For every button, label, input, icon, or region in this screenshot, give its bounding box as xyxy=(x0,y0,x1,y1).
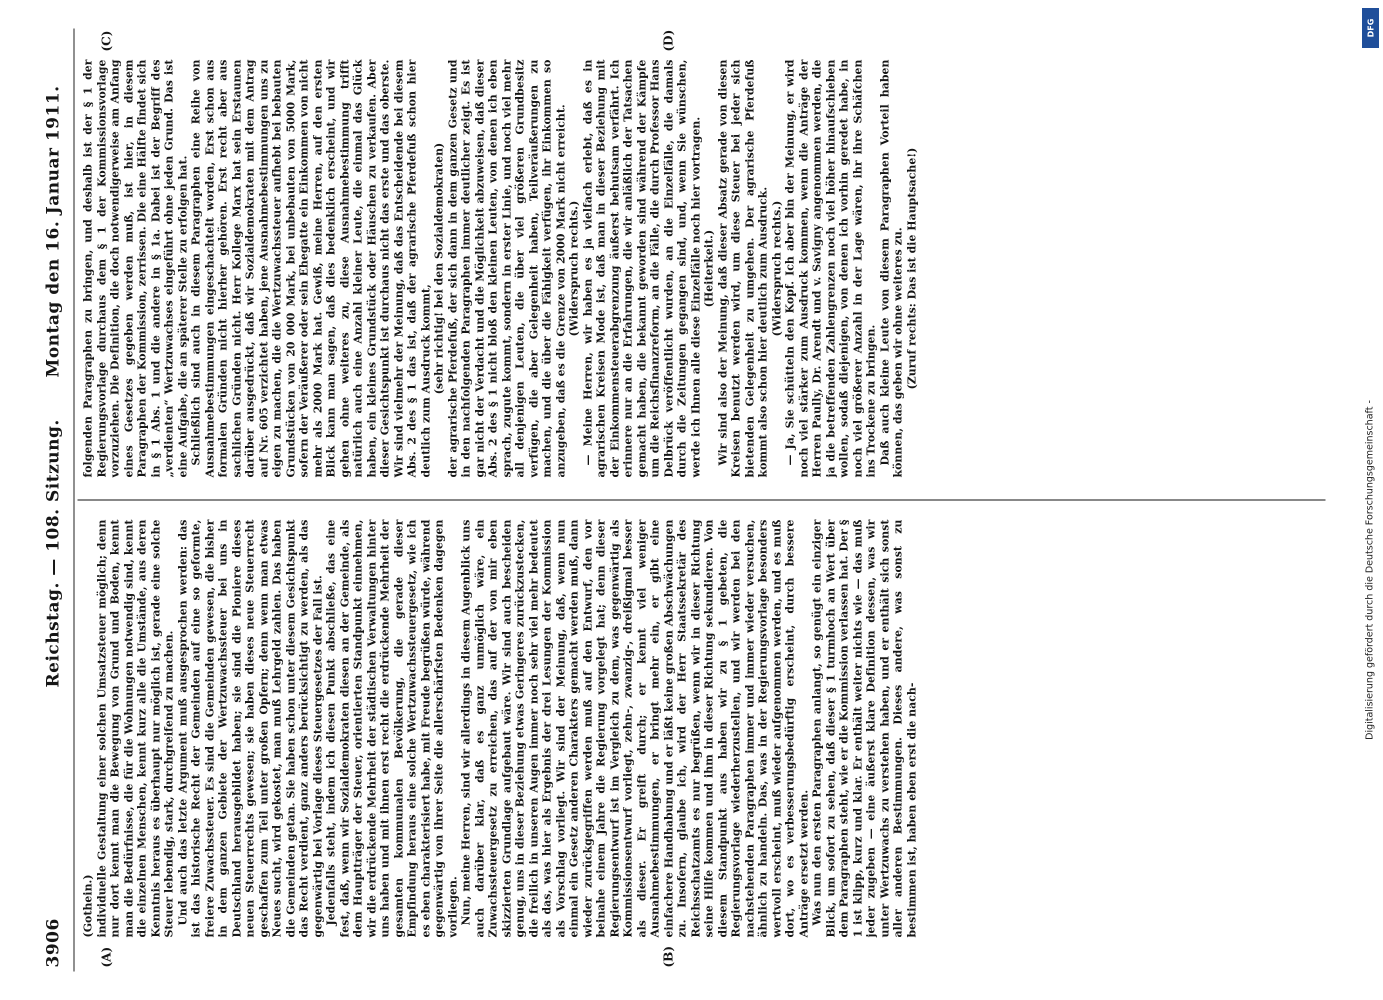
paragraph: (Gothein.) xyxy=(81,874,95,938)
interjection: (Widerspruch rechts.) xyxy=(567,200,581,337)
interjection: (Zuruf rechts: Das ist die Hauptsache!) xyxy=(905,147,918,390)
paragraph: Wir sind also der Meinung, daß dieser Absatz gerade von diesen Kreisen benutzt werden wird, um diese Steuer bei jeder sich bietenden Gelegenheit zu umgehen. Der agrarische Pferdefuß kommt also schon hier deutlich zum Ausdruck. xyxy=(716,59,770,478)
paragraph: Nun, meine Herren, sind wir allerdings in diesem Augenblick uns auch darüber klar, daß es ganz unmöglich wäre, ein Zuwachssteuergesetz zu erreichen, das auf der von mir eben skizzierten Grundlage aufgebaut wäre. Wir sind auch bescheiden genug, uns in dieser Beziehung etwas Geringeres zurückzustecken, die freilich in unseren Augen immer noch sehr viel mehr bedeutet als das, was hier als Ergebnis der drei Lesungen der Kommission als Vorschlag vorliegt. Wir sind der Meinung, daß, wenn nun einmal ein Gesetz anderen Charakters gemacht werden muß, dann wieder zurückgegriffen werden muß auf den Entwurf, den vor beinahe einem Jahre die Regierung vorgelegt hat; denn dieser Regierungsentwurf ist im Vergleich zu dem, was gegenwärtig als Kommissionsentwurf vorliegt, zehn-, zwanzig-, dreißigmal besser als dieser. Er greift durch; er kennt viel weniger Ausnahmebestimmungen, er bringt mehr ein, er gibt eine einfachere Handhabung und er läßt keine großen Abschwächungen zu. Insofern, glaube ich, wird der Herr Staatssekretär des Reichsschatzamts es nur begrüßen, wenn wir in dieser Richtung seine Hilfe kommen und ihm in dieser Richtung sekundieren. Von diesem Standpunkt aus haben wir zu § 1 gebeten, die Regierungsvorlage wiederherzustellen, und wir werden bei den nachstehenden Paragraphen immer und immer wieder versuchen, ähnlich zu handeln. Das, was in der Regierungsvorlage besonders wertvoll erscheint, muß wieder aufgenommen werden, und es muß dort, wo es verbesserungsbedürftig erscheint, durch bessere Anträge ersetzt werden. xyxy=(459,519,810,938)
paragraph: der agrarische Pferdefuß, der sich dann in dem ganzen Gesetz und in den nachfolgenden Paragraphen immer deutlicher zeigt. Es ist gar nicht der Verdacht und die Möglichkeit abzuweisen, daß dieser Abs. 2 des § 1 nicht bloß den kleinen Leuten, von denen ich eben sprach, zugute kommt, sondern in erster Linie, und noch viel mehr all denjenigen Leuten, die über viel größeren Grundbesitz verfügen, die aber Gelegenheit haben, Teilveräußerungen zu machen, und die über die Fähigkeit verfügen, ihr Einkommen so anzugeben, daß es die Grenze von 2000 Mark nicht erreicht. xyxy=(446,59,567,478)
interjection: (Heiterkeit.) xyxy=(702,229,716,308)
header-rule xyxy=(74,29,75,972)
paragraph: Jedenfalls steht, indem ich diesen Punkt abschließe, das eine fest, daß, wenn wir Sozialdemokraten diesen an der Gemeinde, als dem Hauptträger der Steuer, orientierten Standpunkt einnehmen, wir die erdrückende Mehrheit der städtischen Verwaltungen hinter uns haben und mit ihnen erst recht die erdrückende Mehrheit der gesamten kommunalen Bevölkerung, die gerade dieser Empfindung heraus eine solche Wertzuwachssteuergesetz, wie ich es eben charakterisiert habe, mit Freude begrüßen würde, während gegenwärtig von ihrer Seite die allerschärfsten Bedenken dagegen vorliegen. xyxy=(324,519,459,938)
column-divider xyxy=(78,500,1326,501)
paragraph: individuelle Gestaltung einer solchen Umsatzsteuer möglich; denn nur dort kennt man die Bewegung von Grund und Boden, kennt man die Bedürfnisse, die für die Wohnungen notwendig sind, kennt die einzelnen Menschen, kennt kurz alle die Umstände, aus deren Kenntnis heraus es überhaupt nur möglich ist, gerade eine solche Steuer lebendig, stark, durchgreifend zu machen. xyxy=(95,519,176,938)
credit-line xyxy=(1360,10,1380,990)
session-date: Montag den 16. Januar 1911. xyxy=(43,85,64,378)
right-text-column xyxy=(82,60,1318,478)
left-text-column xyxy=(82,520,1318,938)
credit-text: Digitalisierung gefördert durch die Deutsche Forschungsgemeinschaft - xyxy=(1364,400,1376,740)
margin-letter-c: (C) xyxy=(99,30,114,52)
paragraph: Daß auch kleine Leute von diesem Paragraphen Vorteil haben können, das geben wir ohne weiteres zu. xyxy=(878,59,905,478)
margin-letter-b: (B) xyxy=(661,946,676,968)
margin-letter-a: (A) xyxy=(99,946,114,968)
paragraph: Und auch das letzte Argument muß ausgesprochen werden: das ist das historische Recht der Gemeinden auf eine so geformte, freiere Zuwachssteuer. Es sind die Gemeinden gewesen, die bisher in dem ganzen Gebiete der Wertzuwachssteuer bei uns in Deutschland herausgebildet haben; sie sind die Pioniere dieses neuen Steuerrechts gewesen; sie haben dieses neue Steuerrecht geschaffen zum Teil unter großen Opfern; denn wenn man etwas Neues sucht, wird gekostet, man muß Lehrgeld zahlen. Das haben die Gemeinden getan. Sie haben schon unter diesem Gesichtspunkt das Recht verdient, ganz anders berücksichtigt zu werden, als das gegenwärtig bei Vorlage dieses Steuergesetzes der Fall ist. xyxy=(176,519,324,938)
paragraph: folgenden Paragraphen zu bringen, und deshalb ist der § 1 der Regierungsvorlage durchaus dem § 1 der Kommissionsvorlage vorzuziehen. Die Definition, die doch notwendigerweise am Anfang eines Gesetzes gegeben werden muß, ist hier, in diesem Paragraphen der Kommission, zerrissen. Die eine Hälfte findet sich in § 1 Abs. 1 und die andere in § 1a. Dabei ist der Begriff des „verdienten“ Wertzuwachses eingeführt ohne jeden Grund. Das ist eine Aufgabe, die an späterer Stelle zu erfolgen hat. xyxy=(81,59,189,478)
page-header xyxy=(40,23,76,978)
page-number: 3906 xyxy=(43,918,64,968)
dfg-logo-text: DFG xyxy=(1366,18,1375,38)
session-title: Reichstag. — 108. Sitzung. xyxy=(43,419,64,688)
paragraph: — Meine Herren, wir haben es ja vielfach erlebt, daß es in agrarischen Kreisen Mode ist, daß man in dieser Beziehung mit der Einkommensteuerabgrenzung äußerst behutsam verfährt. Ich erinnere nur an die Erfahrungen, die wir anläßlich der Tatsachen gemacht haben, die bekannt geworden sind während der Kämpfe um die Reichsfinanzreform, an die Fälle, die durch Professor Hans Delbrück veröffentlicht wurden, an die Einzelfälle, die damals durch die Zeitungen gegangen sind, und, wenn Sie wünschen, werde ich Ihnen alle diese Einzelfälle noch hier vortragen. xyxy=(581,59,702,478)
interjection: (Widerspruch rechts.) xyxy=(770,200,783,337)
interjection: (sehr richtig! bei den Sozialdemokraten) xyxy=(432,142,446,395)
margin-letter-d: (D) xyxy=(661,29,676,52)
rotated-sheet xyxy=(34,23,1334,978)
paragraph: — Ja, Sie schütteln den Kopf. Ich aber bin der Meinung, er wird noch viel stärker zum Ausdruck kommen, wenn die Anträge der Herren Paully, Dr. Arendt und v. Savigny angenommen werden, die ja die betreffenden Zahlengrenzen noch viel höher hinaufschieben wollen, sodaß diejenigen, von denen ich vorhin geredet habe, in noch viel größerer Anzahl in der Lage wären, ihr ihre Schäfchen ins Trockene zu bringen. xyxy=(783,59,878,478)
paragraph: Was nun den ersten Paragraphen anlangt, so genügt ein einziger Blick, um sofort zu sehen, daß dieser § 1 turmhoch an Wert über dem Paragraphen steht, wie er die Kommission verlassen hat. Der § 1 ist klipp, kurz und klar. Er enthält weiter nichts wie — das muß jeder zugeben — eine äußerst klare Definition dessen, was wir unter Wertzuwachs zu verstehen haben, und er enthält sich sonst aller anderen Bestimmungen. Dieses andere, was sonst zu bestimmen ist, haben eben erst die nach- xyxy=(810,519,918,938)
paragraph: Schließlich sind auch in diesem Paragraphen eine Reihe von Ausnahmebestimmungen eingeschachtelt worden, Erst schon aus formalen Gründen nicht hierher gehören. Erst recht aber aus sachlichen Gründen nicht. Herr Kollege Marx hat sein Erstaunen darüber ausgedrückt, daß wir Sozialdemokraten mit dem Antrag auf Nr. 605 verzichtet haben, jene Ausnahmebestimmungen uns zu eigen zu machen, die die Wertzuwachssteuer aufhebt bei bebauten Grundstücken von 20 000 Mark, bei unbebauten von 5000 Mark, sofern der Veräußerer oder sein Ehegatte ein Einkommen von nicht mehr als 2000 Mark hat. Gewiß, meine Herren, auf den ersten Blick kann man sagen, daß dies bedenklich erscheint, und wir gehen ohne weiteres zu, diese Ausnahmebestimmung trifft natürlich auch eine Anzahl kleiner Leute, die einmal das Glück haben, ein kleines Grundstück oder Häuschen zu verkaufen. Aber dieser Gesichtspunkt ist durchaus nicht das erste und das oberste. Wir sind vielmehr der Meinung, daß das Entscheidende bei diesem Abs. 2 des § 1 das ist, daß der agrarische Pferdefuß schon hier deutlich zum Ausdruck kommt, xyxy=(189,59,432,478)
